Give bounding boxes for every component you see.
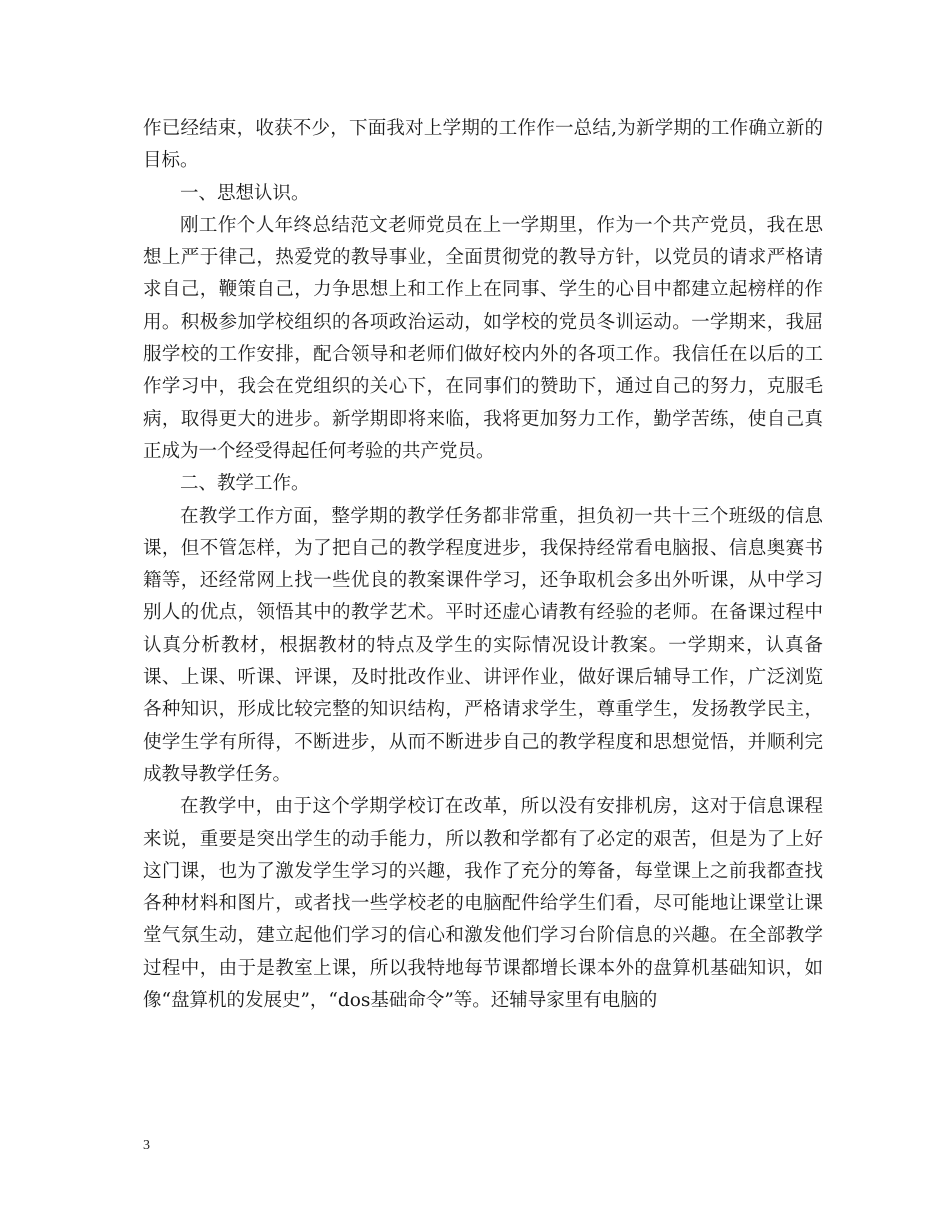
document-body xyxy=(143,113,823,1017)
paragraph-teaching-2: 在教学中，由于这个学期学校订在改革，所以没有安排机房，这对于信息课程来说，重要是突出学生的动手能力，所以教和学都有了必定的艰苦，但是为了上好这门课，也为了激发学生学习的兴趣，我作了充分的筹备，每堂课上之前我都查找各种材料和图片，或者找一些学校老的电脑配件给学生们看，尽可能地让课堂让课堂气氛生动，建立起他们学习的信心和激发他们学习台阶信息的兴趣。在全部教学过程中，由于是教室上课，所以我特地每节课都增长课本外的盘算机基础知识，如像“盘算机的发展史”，“dos基础命令”等。还辅导家里有电脑的 xyxy=(143,796,823,1012)
paragraph-teaching-1: 在教学工作方面，整学期的教学任务都非常重，担负初一共十三个班级的信息课，但不管怎样，为了把自己的教学程度进步，我保持经常看电脑报、信息奥赛书籍等，还经常网上找一些优良的教案课件学习，还争取机会多出外听课，从中学习别人的优点，领悟其中的教学艺术。平时还虚心请教有经验的老师。在备课过程中认真分析教材，根据教材的特点及学生的实际情况设计教案。一学期来，认真备课、上课、听课、评课，及时批改作业、讲评作业，做好课后辅导工作，广泛浏览各种知识，形成比较完整的知识结构，严格请求学生，尊重学生，发扬教学民主，使学生学有所得，不断进步，从而不断进步自己的教学程度和思想觉悟，并顺利完成教导教学任务。 xyxy=(143,505,823,785)
section-heading-ideology: 一、思想认识。 xyxy=(180,182,310,204)
paragraph-continued-intro: 作已经结束，收获不少，下面我对上学期的工作作一总结,为新学期的工作确立新的目标。 xyxy=(143,118,823,172)
page-number: 3 xyxy=(143,1138,150,1153)
section-heading-teaching: 二、教学工作。 xyxy=(180,473,310,495)
paragraph-ideology: 刚工作个人年终总结范文老师党员在上一学期里，作为一个共产党员，我在思想上严于律己，热爱党的教导事业，全面贯彻党的教导方针，以党员的请求严格请求自己，鞭策自己，力争思想上和工作上在同事、学生的心目中都建立起榜样的作用。积极参加学校组织的各项政治运动，如学校的党员冬训运动。一学期来，我屈服学校的工作安排，配合领导和老师们做好校内外的各项工作。我信任在以后的工作学习中，我会在党组织的关心下，在同事们的赞助下，通过自己的努力，克服毛病，取得更大的进步。新学期即将来临，我将更加努力工作，勤学苦练，使自己真正成为一个经受得起任何考验的共产党员。 xyxy=(143,214,823,462)
